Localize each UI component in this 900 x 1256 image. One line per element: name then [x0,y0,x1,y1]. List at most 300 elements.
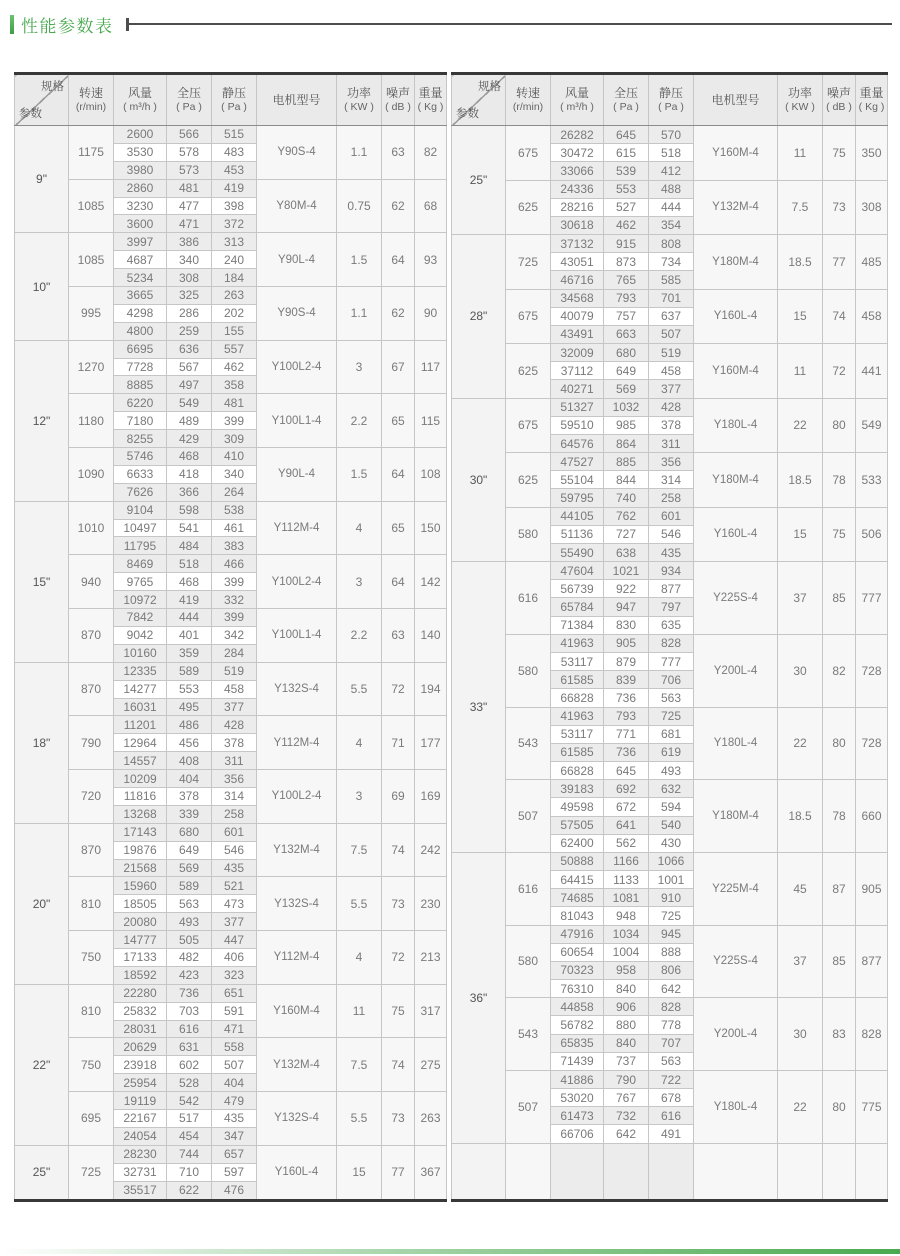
static-pressure-cell: 945 [649,925,694,943]
static-pressure-cell: 378 [649,416,694,434]
static-pressure-cell: 601 [212,823,257,841]
rpm-cell: 543 [506,707,551,780]
table-row [15,179,447,197]
power-cell: 22 [778,1070,823,1143]
motor-model-cell: Y112M-4 [257,931,337,985]
power-cell: 22 [778,398,823,453]
flow-cell: 61585 [551,743,604,761]
noise-cell: 64 [382,555,415,609]
rpm-cell: 695 [69,1092,114,1146]
static-pressure-cell: 284 [212,644,257,662]
rpm-cell: 675 [506,289,551,344]
flow-cell: 35517 [114,1181,167,1200]
total-pressure-cell: 844 [604,471,649,489]
flow-cell: 8885 [114,376,167,394]
flow-cell: 39183 [551,780,604,798]
static-pressure-cell: 258 [212,805,257,823]
flow-cell: 43491 [551,325,604,343]
flow-cell: 9104 [114,501,167,519]
total-pressure-cell: 549 [167,394,212,412]
flow-cell: 71384 [551,616,604,634]
rpm-cell: 1175 [69,126,114,180]
flow-cell: 44858 [551,998,604,1016]
flow-cell: 50888 [551,852,604,870]
flow-cell: 32009 [551,344,604,362]
noise-cell: 62 [382,287,415,341]
flow-cell: 17143 [114,823,167,841]
flow-cell: 23918 [114,1056,167,1074]
total-pressure-cell: 359 [167,644,212,662]
static-pressure-cell: 340 [212,465,257,483]
static-pressure-cell: 725 [649,707,694,725]
flow-cell: 13268 [114,805,167,823]
static-pressure-cell: 777 [649,652,694,670]
noise-cell: 77 [382,1145,415,1200]
col-header: 重量 ( Kg ) [415,74,447,126]
static-pressure-cell: 651 [212,984,257,1002]
flow-cell: 70323 [551,961,604,979]
flow-cell: 7626 [114,483,167,501]
col-header: 全压 ( Pa ) [604,74,649,126]
motor-model-cell: Y132M-4 [694,180,778,235]
flow-cell: 53020 [551,1089,604,1107]
flow-cell: 14777 [114,931,167,949]
static-pressure-cell: 378 [212,734,257,752]
flow-cell: 9042 [114,626,167,644]
corner-label-spec: 规格 [41,81,64,93]
table-row [15,340,447,358]
total-pressure-cell: 471 [167,215,212,233]
total-pressure-cell: 553 [167,680,212,698]
static-pressure-cell: 444 [649,198,694,216]
col-header: 静压 ( Pa ) [649,74,694,126]
motor-model-cell: Y100L1-4 [257,609,337,663]
weight-cell: 275 [415,1038,447,1092]
total-pressure-cell: 495 [167,698,212,716]
page-title: 性能参数表 [21,16,114,36]
flow-cell: 4298 [114,304,167,322]
table-row [452,398,888,416]
flow-cell: 40079 [551,307,604,325]
weight-cell: 317 [415,984,447,1038]
noise-cell: 73 [382,1092,415,1146]
flow-cell: 37132 [551,235,604,253]
total-pressure-cell: 915 [604,235,649,253]
table-row [15,448,447,466]
static-pressure-cell: 722 [649,1070,694,1088]
noise-cell: 74 [823,289,856,344]
static-pressure-cell: 447 [212,931,257,949]
total-pressure-cell: 386 [167,233,212,251]
static-pressure-cell: 313 [212,233,257,251]
flow-cell: 3530 [114,143,167,161]
flow-cell: 12964 [114,734,167,752]
flow-cell: 7842 [114,609,167,627]
rpm-cell: 810 [69,984,114,1038]
total-pressure-cell: 468 [167,573,212,591]
motor-model-cell: Y100L1-4 [257,394,337,448]
total-pressure-cell: 573 [167,161,212,179]
total-pressure-cell: 1166 [604,852,649,870]
rpm-cell: 616 [506,852,551,925]
flow-cell: 33066 [551,162,604,180]
static-pressure-cell: 473 [212,895,257,913]
flow-cell: 4687 [114,251,167,269]
rpm-cell: 1010 [69,501,114,555]
flow-cell: 11795 [114,537,167,555]
flow-cell: 28230 [114,1145,167,1163]
static-pressure-cell: 476 [212,1181,257,1200]
static-pressure-cell: 453 [212,161,257,179]
static-pressure-cell: 461 [212,519,257,537]
flow-cell: 41886 [551,1070,604,1088]
power-cell: 3 [337,340,382,394]
noise-cell: 69 [382,770,415,824]
flow-cell: 43051 [551,253,604,271]
table-row [452,925,888,943]
flow-cell: 7180 [114,412,167,430]
rpm-cell: 995 [69,287,114,341]
total-pressure-cell: 340 [167,251,212,269]
flow-cell: 40271 [551,380,604,398]
motor-model-cell: Y112M-4 [257,501,337,555]
motor-model-cell: Y90S-4 [257,126,337,180]
flow-cell: 5746 [114,448,167,466]
weight-cell: 230 [415,877,447,931]
static-pressure-cell: 681 [649,725,694,743]
static-pressure-cell: 910 [649,889,694,907]
total-pressure-cell: 578 [167,143,212,161]
weight-cell: 194 [415,662,447,716]
flow-cell: 19876 [114,841,167,859]
flow-cell: 47527 [551,453,604,471]
motor-model-cell: Y100L2-4 [257,770,337,824]
total-pressure-cell: 486 [167,716,212,734]
motor-model-cell: Y225S-4 [694,562,778,635]
total-pressure-cell: 339 [167,805,212,823]
flow-cell: 57505 [551,816,604,834]
flow-cell: 51327 [551,398,604,416]
spec-size-cell: 18" [15,662,69,823]
noise-cell: 65 [382,394,415,448]
total-pressure-cell: 727 [604,525,649,543]
total-pressure-cell: 1081 [604,889,649,907]
total-pressure-cell: 1021 [604,562,649,580]
noise-cell: 78 [823,780,856,853]
weight-cell: 263 [415,1092,447,1146]
table-row [15,984,447,1002]
power-cell [778,1144,823,1201]
total-pressure-cell: 740 [604,489,649,507]
total-pressure-cell: 840 [604,1034,649,1052]
spec-size-cell: 20" [15,823,69,984]
total-pressure-cell: 765 [604,271,649,289]
power-cell: 45 [778,852,823,925]
weight-cell: 728 [856,707,888,780]
motor-model-cell: Y180M-4 [694,235,778,290]
total-pressure-cell: 732 [604,1107,649,1125]
static-pressure-cell: 264 [212,483,257,501]
motor-model-cell: Y132M-4 [257,1038,337,1092]
rpm-cell: 1180 [69,394,114,448]
rpm-cell: 870 [69,662,114,716]
static-pressure-cell: 377 [212,913,257,931]
noise-cell: 75 [382,984,415,1038]
total-pressure-cell: 589 [167,877,212,895]
rpm-cell: 720 [69,770,114,824]
table-row [452,998,888,1016]
corner-header [15,74,69,126]
total-pressure-cell: 477 [167,197,212,215]
noise-cell: 87 [823,852,856,925]
static-pressure-cell: 356 [649,453,694,471]
flow-cell: 9765 [114,573,167,591]
total-pressure-cell: 489 [167,412,212,430]
flow-cell: 41963 [551,707,604,725]
table-row [452,289,888,307]
total-pressure-cell: 767 [604,1089,649,1107]
total-pressure-cell: 528 [167,1074,212,1092]
total-pressure-cell: 906 [604,998,649,1016]
static-pressure-cell: 934 [649,562,694,580]
flow-cell: 24054 [114,1127,167,1145]
noise-cell: 72 [823,344,856,399]
total-pressure-cell: 602 [167,1056,212,1074]
motor-model-cell: Y180M-4 [694,453,778,508]
static-pressure-cell: 546 [212,841,257,859]
static-pressure-cell: 347 [212,1127,257,1145]
total-pressure-cell: 649 [167,841,212,859]
motor-model-cell: Y90S-4 [257,287,337,341]
weight-cell: 213 [415,931,447,985]
rpm-cell: 725 [506,235,551,290]
static-pressure-cell: 481 [212,394,257,412]
flow-cell [551,1144,604,1201]
power-cell: 15 [337,1145,382,1200]
static-pressure-cell: 419 [212,179,257,197]
table-row [452,1144,888,1201]
total-pressure-cell: 482 [167,948,212,966]
motor-model-cell: Y80M-4 [257,179,337,233]
power-cell: 15 [778,289,823,344]
total-pressure-cell: 645 [604,762,649,780]
total-pressure-cell: 1034 [604,925,649,943]
spec-size-cell: 12" [15,340,69,501]
static-pressure-cell: 778 [649,1016,694,1034]
noise-cell: 64 [382,233,415,287]
total-pressure-cell: 757 [604,307,649,325]
weight-cell: 169 [415,770,447,824]
total-pressure-cell: 569 [167,859,212,877]
flow-cell: 32731 [114,1163,167,1181]
flow-cell: 20080 [114,913,167,931]
noise-cell: 85 [823,925,856,998]
table-row [452,235,888,253]
total-pressure-cell: 793 [604,707,649,725]
total-pressure-cell: 649 [604,362,649,380]
total-pressure-cell: 444 [167,609,212,627]
total-pressure-cell: 569 [604,380,649,398]
static-pressure-cell: 202 [212,304,257,322]
total-pressure-cell: 497 [167,376,212,394]
static-pressure-cell: 806 [649,961,694,979]
noise-cell: 72 [382,662,415,716]
motor-model-cell: Y160L-4 [694,289,778,344]
noise-cell: 78 [823,453,856,508]
motor-model-cell: Y225M-4 [694,852,778,925]
spec-size-cell: 25" [452,126,506,235]
weight-cell: 142 [415,555,447,609]
static-pressure-cell: 258 [649,489,694,507]
weight-cell: 90 [415,287,447,341]
noise-cell: 77 [823,235,856,290]
power-cell: 18.5 [778,235,823,290]
table-row [15,1145,447,1163]
title-accent-bar [10,15,14,34]
flow-cell: 64415 [551,871,604,889]
static-pressure-cell: 888 [649,943,694,961]
flow-cell: 15960 [114,877,167,895]
total-pressure-cell: 922 [604,580,649,598]
motor-model-cell: Y132M-4 [257,823,337,877]
static-pressure-cell: 399 [212,609,257,627]
col-header: 噪声 ( dB ) [823,74,856,126]
flow-cell: 65835 [551,1034,604,1052]
flow-cell: 11816 [114,787,167,805]
rpm-cell: 625 [506,180,551,235]
total-pressure-cell: 1032 [604,398,649,416]
noise-cell: 72 [382,931,415,985]
col-header: 电机型号 [257,74,337,126]
rpm-cell: 625 [506,344,551,399]
static-pressure-cell: 184 [212,269,257,287]
parameter-tables [14,72,886,1202]
static-pressure-cell: 493 [649,762,694,780]
static-pressure-cell: 563 [649,1052,694,1070]
flow-cell: 49598 [551,798,604,816]
weight-cell: 458 [856,289,888,344]
total-pressure-cell: 517 [167,1109,212,1127]
footer-gradient-bar [0,1249,900,1254]
static-pressure-cell: 435 [649,543,694,561]
total-pressure-cell: 493 [167,913,212,931]
table-row [452,852,888,870]
noise-cell: 73 [382,877,415,931]
flow-cell: 47604 [551,562,604,580]
static-pressure-cell: 707 [649,1034,694,1052]
rpm-cell: 507 [506,780,551,853]
flow-cell: 11201 [114,716,167,734]
spec-size-cell: 28" [452,235,506,399]
power-cell: 18.5 [778,780,823,853]
motor-model-cell: Y100L2-4 [257,340,337,394]
weight-cell: 777 [856,562,888,635]
noise-cell: 63 [382,126,415,180]
noise-cell: 64 [382,448,415,502]
total-pressure-cell: 830 [604,616,649,634]
weight-cell: 177 [415,716,447,770]
total-pressure-cell: 423 [167,966,212,984]
static-pressure-cell: 372 [212,215,257,233]
total-pressure-cell: 418 [167,465,212,483]
noise-cell: 65 [382,501,415,555]
noise-cell: 80 [823,707,856,780]
flow-cell: 37112 [551,362,604,380]
static-pressure-cell: 398 [212,197,257,215]
power-cell: 22 [778,707,823,780]
static-pressure-cell: 471 [212,1020,257,1038]
noise-cell: 71 [382,716,415,770]
static-pressure-cell: 458 [212,680,257,698]
static-pressure-cell: 642 [649,980,694,998]
rpm-cell: 1270 [69,340,114,394]
flow-cell: 3980 [114,161,167,179]
total-pressure-cell: 518 [167,555,212,573]
total-pressure-cell: 985 [604,416,649,434]
flow-cell: 25832 [114,1002,167,1020]
power-cell: 7.5 [337,1038,382,1092]
power-cell: 4 [337,501,382,555]
static-pressure-cell: 483 [212,143,257,161]
flow-cell: 22167 [114,1109,167,1127]
static-pressure-cell: 383 [212,537,257,555]
total-pressure-cell: 563 [167,895,212,913]
col-header: 功率 ( KW ) [337,74,382,126]
total-pressure-cell: 378 [167,787,212,805]
rpm-cell: 725 [69,1145,114,1200]
table-row [452,180,888,198]
flow-cell: 64576 [551,434,604,452]
static-pressure-cell: 701 [649,289,694,307]
static-pressure-cell: 519 [212,662,257,680]
static-pressure-cell: 725 [649,907,694,925]
static-pressure-cell: 466 [212,555,257,573]
weight-cell: 775 [856,1070,888,1143]
flow-cell: 2860 [114,179,167,197]
static-pressure-cell: 828 [649,634,694,652]
static-pressure-cell: 558 [212,1038,257,1056]
col-header: 静压 ( Pa ) [212,74,257,126]
table-row [15,877,447,895]
weight-cell: 905 [856,852,888,925]
total-pressure-cell: 589 [167,662,212,680]
total-pressure-cell: 622 [167,1181,212,1200]
total-pressure-cell: 598 [167,501,212,519]
power-cell: 5.5 [337,877,382,931]
total-pressure-cell: 864 [604,434,649,452]
flow-cell: 30472 [551,144,604,162]
total-pressure-cell: 616 [167,1020,212,1038]
total-pressure-cell: 308 [167,269,212,287]
table-row [15,716,447,734]
flow-cell: 61585 [551,671,604,689]
total-pressure-cell: 1004 [604,943,649,961]
static-pressure-cell: 377 [212,698,257,716]
corner-label-param: 参数 [456,107,479,120]
total-pressure-cell: 484 [167,537,212,555]
col-header: 电机型号 [694,74,778,126]
flow-cell: 26282 [551,126,604,144]
static-pressure-cell: 507 [212,1056,257,1074]
weight-cell: 242 [415,823,447,877]
rpm-cell: 1085 [69,233,114,287]
spec-size-cell: 9" [15,126,69,233]
power-cell: 30 [778,634,823,707]
total-pressure-cell: 259 [167,322,212,340]
table-row [15,1038,447,1056]
total-pressure-cell: 736 [604,689,649,707]
total-pressure-cell: 539 [604,162,649,180]
